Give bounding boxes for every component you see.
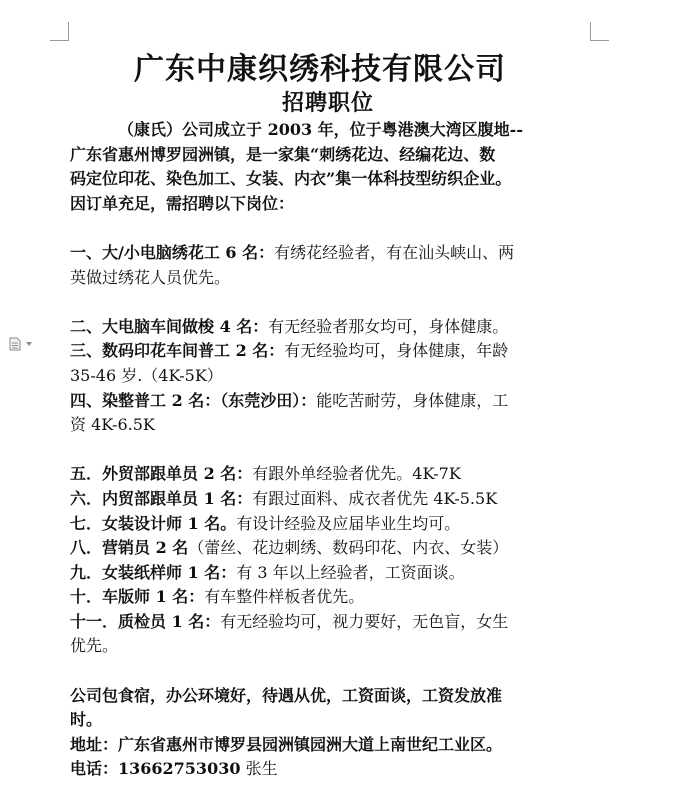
position-item	[70, 339, 590, 364]
company-title: 广东中康织绣科技有限公司	[134, 52, 506, 87]
position-item-cont	[70, 634, 590, 659]
document-body	[70, 118, 590, 782]
position-title: 一、大/小电脑绣花工 6 名：	[70, 242, 275, 262]
position-desc: 资 4K-6.5K	[70, 415, 155, 435]
position-item	[70, 536, 590, 561]
position-item	[70, 241, 590, 266]
position-title: 八．营销员 2 名	[70, 538, 189, 558]
position-title: 四、染整普工 2 名：（东莞沙田）：	[70, 390, 317, 410]
intro-line: 码定位印花、染色加工、女装、内衣”集一体科技型纺织企业。	[70, 169, 512, 189]
position-title: 三、数码印花车间普工 2 名：	[70, 341, 285, 361]
crop-mark-top-right	[590, 22, 609, 41]
position-item	[70, 585, 590, 610]
position-item-cont	[70, 266, 590, 291]
position-desc: 英做过绣花人员优先。	[70, 267, 231, 287]
position-desc: 有跟过面料、成衣者优先 4K-5.5K	[252, 488, 498, 508]
position-desc: 有跟外单经验者优先。4K-7K	[252, 464, 461, 484]
position-item	[70, 610, 590, 635]
address-line: 地址：广东省惠州市博罗县园洲镇园洲大道上南世纪工业区。	[70, 734, 503, 754]
intro-line: 因订单充足，需招聘以下岗位：	[70, 193, 295, 213]
position-desc: 优先。	[70, 636, 119, 656]
position-title: 六．内贸部跟单员 1 名：	[70, 488, 253, 508]
position-item	[70, 561, 590, 586]
position-title: 二、大电脑车间做梭 4 名：	[70, 316, 269, 336]
position-desc: 有设计经验及应届毕业生均可。	[236, 513, 461, 533]
position-title: 九．女装纸样师 1 名：	[70, 562, 237, 582]
document-icon[interactable]	[8, 337, 22, 351]
position-title: 五．外贸部跟单员 2 名：	[70, 464, 253, 484]
position-item	[70, 487, 590, 512]
benefits-line: 公司包食宿，办公环境好，待遇从优，工资面谈，工资发放准	[70, 685, 503, 705]
crop-mark-top-left	[50, 22, 69, 41]
intro-line: 广东省惠州博罗园洲镇，是一家集“刺绣花边、经编花边、数	[70, 144, 496, 164]
benefits-line: 时。	[70, 710, 103, 730]
position-title: 七．女装设计师 1 名。	[70, 513, 237, 533]
page-title: 招聘职位	[282, 90, 375, 116]
phone-line	[70, 757, 590, 782]
position-item	[70, 315, 590, 340]
contact-name: 张生	[245, 759, 278, 779]
phone-number: 电话：13662753030	[70, 759, 241, 779]
position-desc: 有 3 年以上经验者，工资面谈。	[236, 562, 465, 582]
position-desc: 能吃苦耐劳，身体健康，工	[316, 390, 509, 410]
position-item-cont	[70, 364, 590, 389]
intro-line: （康氏）公司成立于 2003 年，位于粤港澳大湾区腹地--	[118, 120, 523, 139]
position-title: 十一．质检员 1 名：	[70, 611, 221, 631]
position-item	[70, 462, 590, 487]
position-desc: 有无经验均可，身体健康，年龄	[284, 341, 509, 361]
position-desc: 有车整件样板者优先。	[204, 587, 365, 607]
position-title: 十．车版师 1 名：	[70, 587, 205, 607]
position-item	[70, 512, 590, 537]
position-item	[70, 389, 590, 414]
position-desc: （蕾丝、花边刺绣、数码印花、内衣、女装）	[188, 538, 509, 558]
position-desc: 35-46 岁.（4K-5K）	[70, 365, 223, 385]
chevron-down-icon[interactable]	[26, 342, 32, 346]
position-item-cont	[70, 413, 590, 438]
position-desc: 有无经验均可，视力要好，无色盲，女生	[220, 611, 509, 631]
position-desc: 有绣花经验者，有在汕头峡山、两	[274, 242, 515, 262]
position-desc: 有无经验者那女均可，身体健康。	[268, 316, 509, 336]
